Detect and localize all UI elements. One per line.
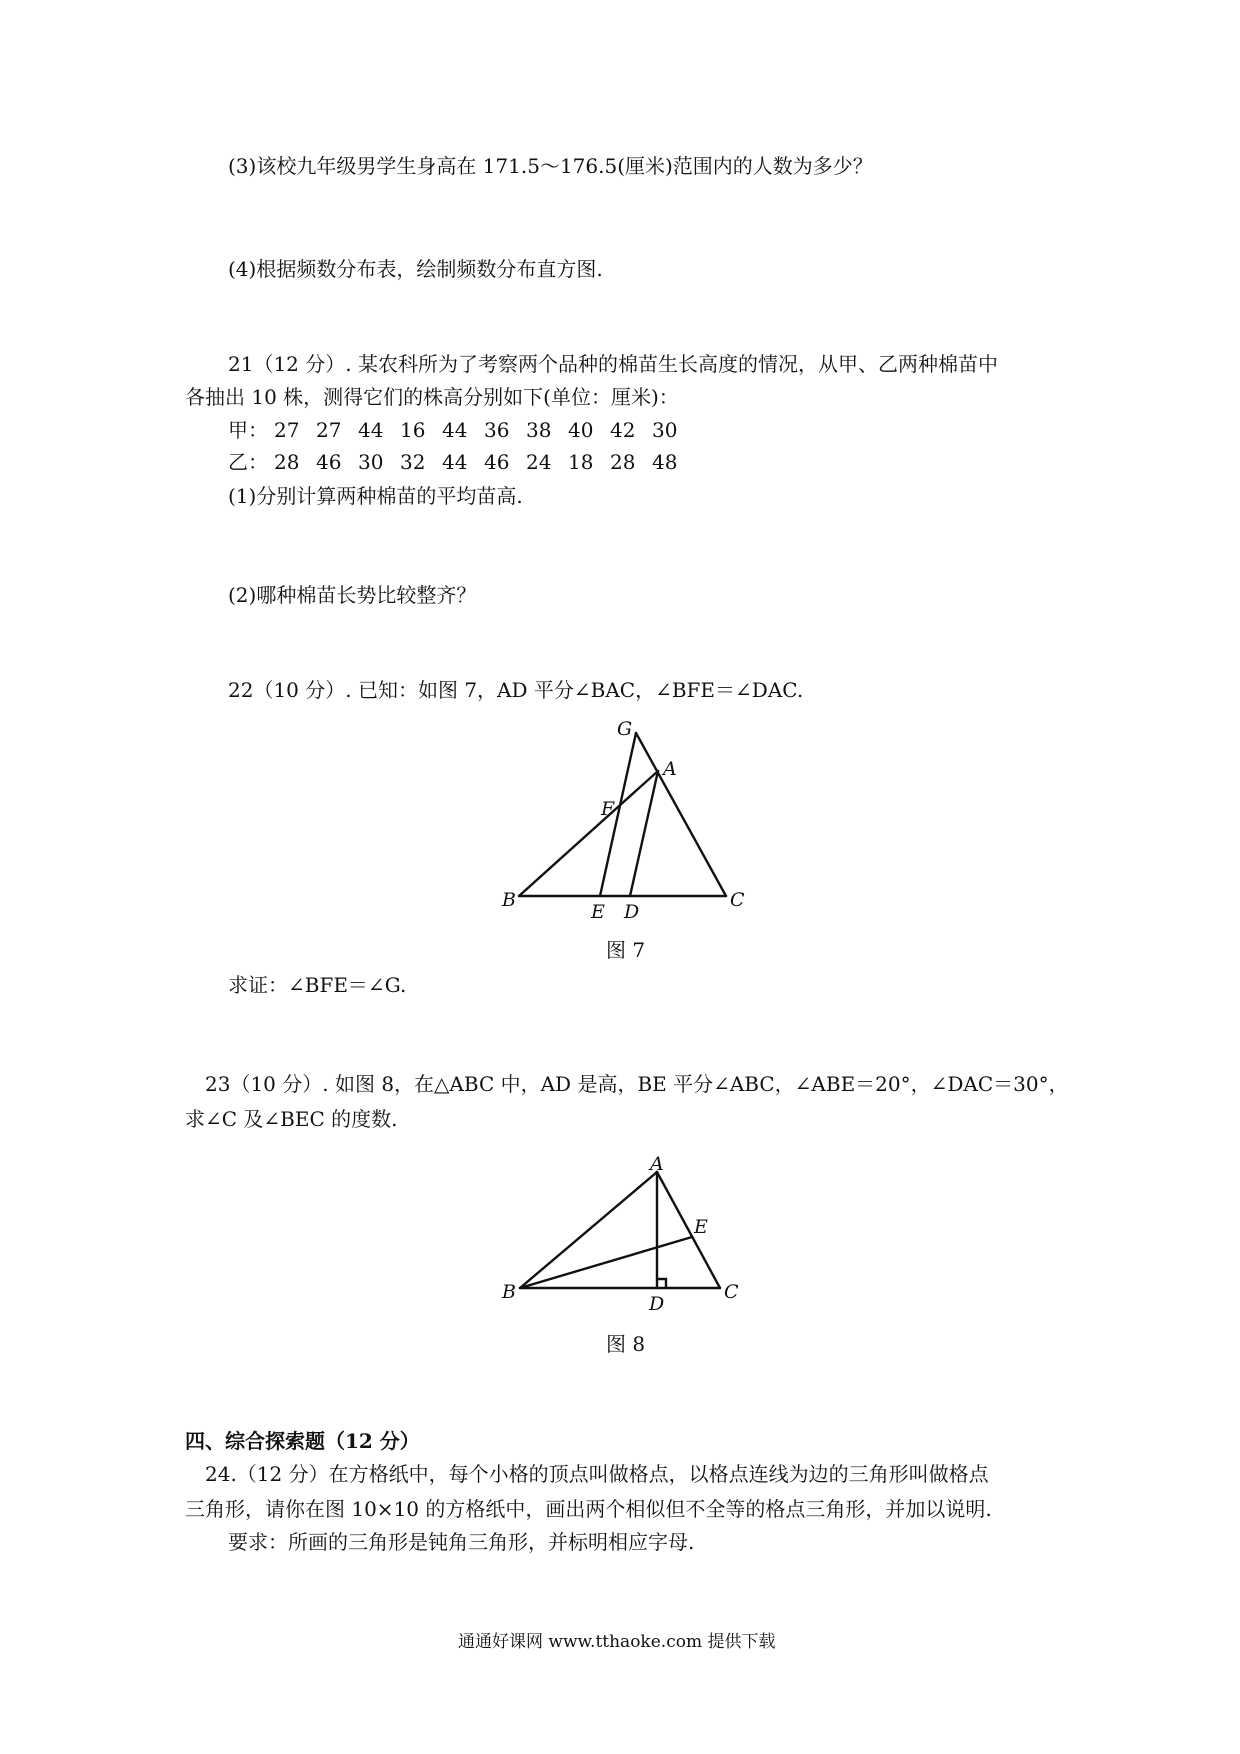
yi-value: 24 xyxy=(526,450,552,474)
point-label-g: G xyxy=(617,718,633,740)
point-label-a: A xyxy=(663,758,677,780)
yi-value: 32 xyxy=(400,450,426,474)
q20-part4: (4)根据频数分布表，绘制频数分布直方图. xyxy=(228,257,603,281)
yi-value: 28 xyxy=(274,450,300,474)
point-label-b-fig8: B xyxy=(502,1281,516,1303)
right-angle-mark xyxy=(657,1279,666,1288)
segment-ad xyxy=(630,771,658,896)
segment-ab xyxy=(520,1172,657,1288)
figure-7-caption: 图 7 xyxy=(606,938,646,962)
q23-stem-line2: 求∠C 及∠BEC 的度数. xyxy=(185,1107,398,1131)
point-label-e: E xyxy=(591,901,605,923)
yi-value: 46 xyxy=(484,450,510,474)
jia-value: 27 xyxy=(316,418,342,442)
yi-value: 18 xyxy=(568,450,594,474)
yi-value: 30 xyxy=(358,450,384,474)
yi-value: 44 xyxy=(442,450,468,474)
jia-value: 44 xyxy=(442,418,468,442)
jia-value: 36 xyxy=(484,418,510,442)
segment-ba xyxy=(519,771,658,896)
q21-jia-row xyxy=(228,418,694,442)
jia-value: 40 xyxy=(568,418,594,442)
point-label-c: C xyxy=(730,889,745,911)
section-4-title: 四、综合探索题（12 分） xyxy=(185,1429,420,1453)
jia-value: 44 xyxy=(358,418,384,442)
q24-line2: 三角形，请你在图 10×10 的方格纸中，画出两个相似但不全等的格点三角形，并加以说明. xyxy=(185,1497,992,1521)
jia-value: 38 xyxy=(526,418,552,442)
q23-stem-line1: 23（10 分）. 如图 8，在△ABC 中，AD 是高，BE 平分∠ABC，∠ABE＝20°，∠DAC＝30°， xyxy=(205,1072,1069,1096)
q21-part1: (1)分别计算两种棉苗的平均苗高. xyxy=(228,484,523,508)
jia-label: 甲： xyxy=(228,418,268,442)
point-label-f: F xyxy=(601,798,615,820)
q24-line3: 要求：所画的三角形是钝角三角形，并标明相应字母. xyxy=(228,1530,695,1554)
q21-stem-line1: 21（12 分）. 某农科所为了考察两个品种的棉苗生长高度的情况，从甲、乙两种棉苗中 xyxy=(228,352,998,376)
point-label-b: B xyxy=(502,889,516,911)
jia-value: 16 xyxy=(400,418,426,442)
jia-value: 27 xyxy=(274,418,300,442)
q21-part2: (2)哪种棉苗长势比较整齐？ xyxy=(228,583,477,607)
yi-value: 46 xyxy=(316,450,342,474)
point-label-d: D xyxy=(624,901,640,923)
q22-prove: 求证：∠BFE＝∠G. xyxy=(228,973,407,997)
yi-value: 48 xyxy=(652,450,678,474)
point-label-c-fig8: C xyxy=(724,1281,739,1303)
q24-line1: 24.（12 分）在方格纸中，每个小格的顶点叫做格点，以格点连线为边的三角形叫做格点 xyxy=(205,1462,989,1486)
segment-be xyxy=(520,1237,692,1288)
q21-stem-line2: 各抽出 10 株，测得它们的株高分别如下(单位：厘米)： xyxy=(185,385,679,409)
segment-ge xyxy=(600,733,636,896)
point-label-a-fig8: A xyxy=(650,1153,664,1175)
segment-gc xyxy=(636,733,726,896)
yi-value: 28 xyxy=(610,450,636,474)
q22-stem: 22（10 分）. 已知：如图 7，AD 平分∠BAC，∠BFE＝∠DAC. xyxy=(228,678,804,702)
segment-ac xyxy=(657,1172,720,1288)
figure-8-caption: 图 8 xyxy=(606,1332,646,1356)
point-label-e-fig8: E xyxy=(694,1216,708,1238)
jia-value: 42 xyxy=(610,418,636,442)
point-label-d-fig8: D xyxy=(649,1293,665,1315)
q20-part3: (3)该校九年级男学生身高在 171.5～176.5(厘米)范围内的人数为多少？ xyxy=(228,154,873,178)
yi-label: 乙： xyxy=(228,450,268,474)
jia-value: 30 xyxy=(652,418,678,442)
page-footer: 通通好课网 www.tthaoke.com 提供下载 xyxy=(458,1632,776,1652)
q21-yi-row xyxy=(228,450,694,474)
